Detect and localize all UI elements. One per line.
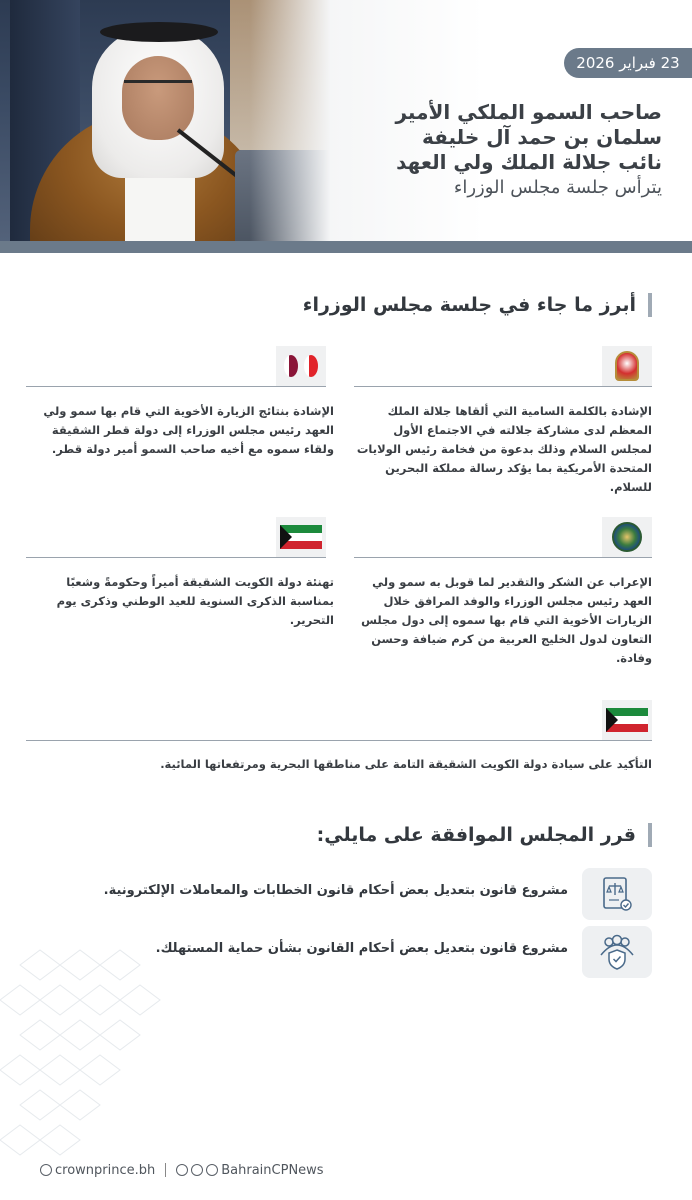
card-divider [26,557,326,558]
card-divider [354,386,652,387]
headline-line-2: سلمان بن حمد آل خليفة [421,125,662,149]
header-banner [0,0,692,242]
date-badge: 23 فبراير 2026 [564,48,692,78]
footer-website[interactable]: crownprince.bh [55,1162,156,1178]
law-document-icon [582,868,652,920]
footer-handle[interactable]: BahrainCPNews [221,1162,324,1178]
instagram-icon[interactable] [176,1164,188,1176]
highlight-text-2: الإشادة بنتائج الزيارة الأخوية التي قام بها سمو ولي العهد رئيس مجلس الوزراء إلى دولة قطر الشقيقة ولقاء سموه مع أخيه صاحب السمو أمير دولة قطر. [43,404,334,456]
highlight-text-4: تهنئة دولة الكويت الشقيقة أميراً وحكومةً وشعبًا بمناسبة الذكرى السنوية للعيد الوطني وذكرى يوم التحرير. [56,575,334,627]
qatar-bahrain-flags-icon [276,346,326,386]
x-icon[interactable] [191,1164,203,1176]
headline-line-1: صاحب السمو الملكي الأمير [395,100,662,124]
highlight-text-5: التأكيد على سيادة دولة الكويت الشقيقة التامة على مناطقها البحرية ومرتفعاتها المائية. [160,757,652,771]
crown-prince-photo [0,0,330,242]
highlight-card-kuwait [26,517,354,657]
card-divider [26,386,326,387]
threads-icon[interactable] [206,1164,218,1176]
highlights-title: أبرز ما جاء في جلسة مجلس الوزراء [303,293,652,317]
decisions-title: قرر المجلس الموافقة على مايلي: [317,823,652,847]
gcc-emblem-icon [602,517,652,557]
footer-separator [165,1163,166,1177]
consumer-protection-icon [582,926,652,978]
decision-item-1 [40,868,652,920]
decision-text-1: مشروع قانون بتعديل بعض أحكام قانون الخطابات والمعاملات الإلكترونية. [103,883,568,898]
bahrain-emblem-icon [602,346,652,386]
highlight-card-kuwait-sovereignty [26,700,692,780]
header-divider [0,241,692,253]
kuwait-flag-icon [276,517,326,557]
headline-line-3: نائب جلالة الملك ولي العهد [396,150,662,174]
highlight-card-gcc [354,517,692,687]
decision-text-2: مشروع قانون بتعديل بعض أحكام القانون بشأن حماية المستهلك. [155,941,568,956]
headline [322,100,662,201]
decorative-pattern [0,945,170,1160]
footer [40,1160,324,1180]
headline-line-4: يترأس جلسة مجلس الوزراء [453,177,662,198]
highlight-text-1: الإشادة بالكلمة السامية التي ألقاها جلالة الملك المعظم لدى مشاركة جلالته في الاجتماع الأول لمجلس السلام وذلك بدعوة من فخامة رئيس الولايات المتحدة الأمريكية بما يؤكد رسالة مملكة البحرين للسلام. [356,404,652,494]
globe-icon [40,1164,52,1176]
highlight-card-bahrain [354,346,692,506]
card-divider [26,740,652,741]
highlight-card-qatar [26,346,354,506]
kuwait-flag-icon [602,700,652,740]
card-divider [354,557,652,558]
highlight-text-3: الإعراب عن الشكر والتقدير لما قوبل به سمو ولي العهد رئيس مجلس الوزراء والوفد المرافق خلال الزيارات الأخوية التي قام بها سموه إلى دول مجلس التعاون لدول الخليج العربية من كرم ضيافة وحسن وفادة. [361,575,652,665]
